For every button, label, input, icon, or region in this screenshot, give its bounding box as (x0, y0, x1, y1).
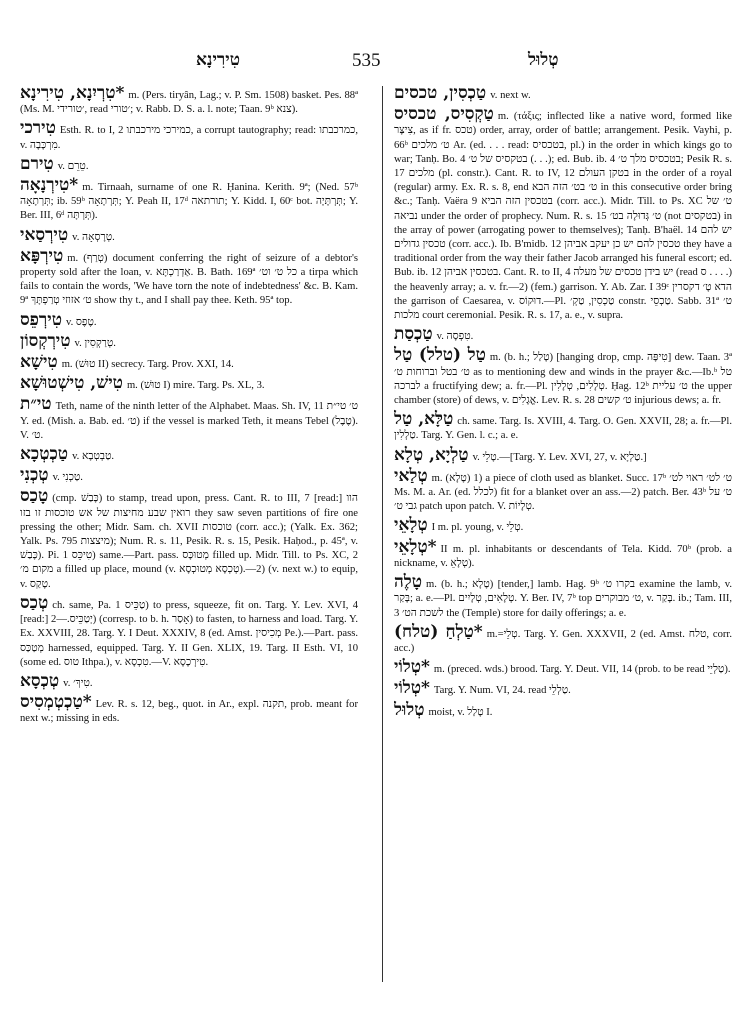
entry-headword: טָכַס (20, 486, 49, 507)
dictionary-entry (20, 592, 358, 670)
entry-definition: II m. pl. inhabitants or descendants of Tela. Kidd. 70ᵇ (prob. a nickname, v. טְלָאֵ). (394, 543, 732, 569)
entry-headword: טְלַאי (394, 465, 428, 486)
entry-definition: m. (טָלָא) 1) a piece of cloth used as blanket. Succ. 17ᵇ ט׳ לט׳ ראוי לט׳ Ms. M. a. Ar. (ed. לכלל) fit for a blanket over an ass.—2) patch. Ber. 43ᵇ ט׳ על גבי ט׳ patch upon patch. V. טְלָיוֹת. (394, 472, 732, 513)
dictionary-entry (394, 678, 732, 699)
dictionary-entry (20, 352, 358, 373)
entry-definition: v. טְרָסְאָה. (72, 231, 115, 243)
dictionary-entry (394, 345, 732, 408)
entry-headword: טַכְסִין, טכסים (394, 86, 487, 103)
entry-definition: Targ. Y. Num. VI, 24. read טַלְלֵי. (433, 685, 571, 697)
entry-headword: טַקְסִיס, טכסיס (394, 104, 494, 125)
dictionary-entry (20, 330, 358, 351)
dictionary-entry (394, 86, 732, 103)
entry-definition: m. (Pers. tiryân, Lag.; v. P. Sm. 1508) basket. Pes. 88ª (Ms. M. ׳טורידי, read ׳טורי; v. Rabb. D. S. a. l. note; Taan. 9ᵇ צנא). (20, 90, 358, 116)
entry-headword: *טְלָאֵי (394, 536, 437, 557)
entry-definition: Lev. R. s. 12, beg., quot. in Ar., expl. תקנה, prob. meant for next w.; missing in eds. (20, 699, 358, 725)
dictionary-entry (20, 373, 358, 394)
entry-headword: טַכְסַת (394, 324, 433, 345)
dictionary-entry (394, 444, 732, 465)
entry-definition: (cmp. כָּבַשׁ) to stamp, tread upon, press. Cant. R. to III, 7 [read:] הוו רואין שבע מחיצות של אש טוכסות זו בזו they saw seven partitions of fire one pressing the other; Midr. Sam. ch. XVII טוכסות (corr. acc.); (Yalk. Ex. 362; Yalk. Ps. 795 מיצצות); Num. R. s. 11, Pesik. R. s. 15, Pesik. Haḥod., p. 45ª, v. כָּבַשׁ). Pi. טִיכֵּס 1) same.—Part. pass. מְטוּכָּס filled up. Midr. Till. to Ps. XC, 2 מקום מ׳ a filled up place, mound (v. טְכְסָא מְטוּכְסָא).—2) (v. next w.) to equip, v. טָקַס. (20, 493, 358, 590)
dictionary-entry (20, 670, 358, 691)
entry-headword: *טִרְיִנָא, טִירִינָא (20, 86, 125, 103)
dictionary-entry (20, 309, 358, 330)
entry-definition: m. (טוּשׁ I) mire. Targ. Ps. XL, 3. (126, 380, 265, 392)
dictionary-entry (20, 175, 358, 224)
entry-definition: moist, v. טָלַל I. (428, 706, 493, 718)
dictionary-entry (394, 515, 732, 536)
entry-definition: m. (τάξις; inflected like a native word, formed like צִיצָּר, as if fr. טכס) order, array, order of battle; arrangement. Pesik. Vayhi, p. 66ᵇ ט׳ מלכים Ar. (ed. . . . read: בטכסיס, pl.) in the order in which kings go to war; Tanḥ. Bo. 4 בטקסיס של ט׳ (. . .); ed. Bub. ib. 4 בטכסיס מלך ט׳; Pesik R. s. 17 מלכים (pl. constr.). Cant. R. to IV, 12 בטקן העולם in the order of a royal (regular) army. Ex. R. s. 8, end ט׳ בט׳ הזה הבא in this consecutive order bring &c.; Tanḥ. Vaëra 9 בטכסין הזה הביא (corr. acc.). Midr. Till. to Ps. XC ט׳ של נביאה under the order of prophecy. Num. R. s. 15 ט׳ גְּדוּלָה בט׳ (not בטקסים) in the array of power (arrogating power to themselves); Tanḥ. B'haël. 14 יש להם טכסין גדולים (corr. acc.). Ib. B'midb. 12 טכסין להם יש כן יעקב אביהן they have a traditional order from the way their father Jacob arranged his funeral escort; ed. Bub. ib. 12 בטכסין אביהן. Cant. R. to II, 4 יש בידן טכסים של מעלה (read ס . . . .) the heavenly array; a. v. fr.—2) (fem.) garrison. Y. Ab. Zar. I 39ᶜ הדא טָ׳ דקסרין the garrison of Caesarea, v. דוּקוֹס.—Pl. טַכְסִין, טַקְ׳ constr. טַכְסֵי. Sabb. 31ª ט׳ מלכות court ceremonial. Pesik. R. s. 17, a. e., v. supra. (394, 111, 732, 322)
entry-headword: טִירְפֵס (20, 309, 62, 330)
dictionary-entry (20, 118, 358, 152)
entry-headword: טִירְפָּא (20, 245, 64, 266)
left-column (20, 86, 358, 988)
entry-definition: m. (preced. wds.) brood. Targ. Y. Deut. VII, 14 (prob. to be read טַלְיֵי). (433, 664, 731, 676)
page-header (0, 50, 750, 74)
entry-headword: *טְלוֹי (394, 657, 430, 678)
dictionary-entry (394, 465, 732, 515)
entry-headword: טִירְסַאי (20, 224, 69, 245)
dictionary-entry (20, 153, 358, 174)
dictionary-entry (20, 486, 358, 591)
entry-headword: טִירכי (20, 118, 56, 139)
dictionary-entry (394, 572, 732, 621)
entry-headword: טִירְקְסוֹן (20, 330, 71, 351)
dictionary-entry (20, 444, 358, 465)
dictionary-entry (20, 224, 358, 245)
entry-headword: טי״ת (20, 394, 52, 415)
entry-definition: m. (טְרַף) document conferring the right of seizure of a debtor's property sold after the loan, v. אַדְרַכְתָּא. B. Bath. 169ª כל ט׳ וט׳ a tirpa which fails to contain the words, 'We have torn the note of indebtedness' &c. B. Kam. 9ª ט׳ אזוזי טְרַפְתָּךְ show thy t., and I shall pay thee. Keth. 95ª top. (20, 252, 358, 307)
entry-definition: v. next w. (490, 90, 531, 101)
entry-definition: v. טָלֵי.—[Targ. Y. Lev. XVI, 27, v. טַלְיָא.] (472, 451, 647, 463)
running-head-right: טְלוּל (528, 50, 559, 70)
entry-headword: טָלֶה (394, 572, 422, 593)
entry-headword: טִירם (20, 153, 54, 174)
entry-headword: טְלָאֵי (394, 515, 428, 536)
column-divider (382, 86, 383, 982)
entry-definition: v. טִפְסָה. (436, 331, 474, 343)
entry-headword: טְכַס (20, 592, 49, 613)
entry-headword: *טַכְטְמְסִיס (20, 692, 92, 713)
dictionary-entry (20, 245, 358, 309)
entry-headword: טַלְיָא, טְלָא (394, 444, 469, 465)
entry-definition: m. (b. h.; טָלָא) [tender,] lamb. Hag. 9ᵇ בקרו ט׳ examine the lamb, v. בָּקַר; a. e.—Pl. טְלָאִים, טְלָיִים. Y. Ber. IV, 7ᵇ top ט׳ מבוקרים, v. בָּקַר. ib.; Tam. III, 3 לשכת הט׳ the (Temple) store for daily offerings; a. e. (394, 579, 732, 619)
entry-definition: ch. same. Targ. Is. XVIII, 4. Targ. O. Gen. XXVII, 28; a. fr.—Pl. טַלְלִין. Targ. Y. Gen. l. c.; a. e. (394, 416, 732, 442)
entry-headword: טִישָׁא (20, 352, 58, 373)
dictionary-entry (394, 409, 732, 443)
entry-headword: טַכְטְכָא (20, 444, 69, 465)
entry-headword: טְכְנִי (20, 465, 49, 486)
entry-definition: m. Tirnaah, surname of one R. Ḥanina. Kerith. 9ª; (Ned. 57ᵇ תְּרְתָאָה; ib. 59ᵇ תְּרְתָאָה; Y. Peah II, 17ᵈ תורתאה; Y. Kidd. I, 60ᶜ bot. תְּרְתָּיָה; Y. Ber. III, 6ᵈ תְּרְתָּה). (20, 182, 358, 222)
entry-definition: I m. pl. young, v. טְלֵי. (431, 522, 524, 534)
page-number: 535 (352, 50, 381, 71)
running-head-left: טִירִינָא (196, 50, 240, 70)
entry-definition: v. טַבְטְבָא. (72, 451, 115, 463)
entry-definition: v. טַכְנִי. (52, 472, 83, 484)
dictionary-entry (20, 692, 358, 726)
dictionary-entry (20, 465, 358, 486)
entry-definition: Teth, name of the ninth letter of the Alphabet. Maas. Sh. IV, 11 ט׳ טי״ת Y. ed. (Mish. a. Bab. ed. ט׳) if the vessel is marked Teth, it means Tebel (טֶבֶל). V. ט׳. (20, 401, 358, 441)
entry-definition: v. טֶפֶס. (66, 316, 97, 328)
dictionary-entry (394, 324, 732, 345)
dictionary-entry (20, 394, 358, 443)
dictionary-entry (394, 536, 732, 571)
entry-definition: v. טְרַקְסִין. (74, 337, 116, 349)
entry-definition: m. (טוּשׁ II) secrecy. Targ. Prov. XXI, 14. (61, 359, 234, 371)
dictionary-entry (394, 621, 732, 656)
dictionary-entry (394, 699, 732, 720)
right-column (394, 86, 732, 988)
entry-definition: v. טֵרֵם. (57, 160, 89, 172)
entry-headword: טְלוּל (394, 699, 425, 720)
entry-headword: *טַלְחַ (טלח) (394, 621, 483, 642)
entry-definition: m.=טְלֵי. Targ. Y. Gen. XXXVII, 2 (ed. Amst. טלח, corr. acc.) (394, 628, 732, 654)
entry-headword: *טְלוֹי (394, 678, 430, 699)
entry-headword: טַלָּא, טַל (394, 409, 454, 430)
dictionary-entry (394, 104, 732, 323)
entry-definition: m. (b. h.; טָלַל) [hanging drop, cmp. טִיפָּה] dew. Taan. 3ª ט׳ בטל וברוחות ט׳ as to mentioning dew and winds in the prayer &c.—Ib.ᵇ טל לברכה a fructifying dew; a. fr.—Pl. טְלָלִים, טְלָלִין. Ḥag. 12ᵇ ט׳ עליית the upper chamber (store) of dews, v. אֱגָלִים. Lev. R. s. 28 ט׳ קשים injurious dews; a. fr. (394, 352, 732, 407)
entry-headword: טְכְסָא (20, 670, 60, 691)
entry-headword: טַל (טלל) טַל (394, 345, 486, 366)
entry-headword: טִישׁ, טִישְׁטוּשָׁא (20, 373, 123, 394)
entry-definition: Esth. R. to I, 2 כמירכי מירכבתו, a corrupt tautography; read: כמרכבתו, v. מִרְכָּבָה. (20, 125, 358, 151)
dictionary-entry (394, 657, 732, 678)
entry-definition: ch. same, Pa. טַכֵּיס 1) to press, squeeze, fit on. Targ. Y. Lev. XVI, 4 [read:] יְטַכֵּיס.—2) (corresp. to b. h. אָסַר) to fasten, to harness and load. Targ. Y. Ex. XXVIII, 28. Targ. Y. I Deut. XXXIV, 8 (ed. Amst. מְכִיסין Pe.).—Part. pass. מְטַכַּס harnessed, equipped. Targ. Y. II Gen. XLIX, 19. Targ. II Esth. VI, 10 (some ed. טוס Ithpa.), v. טִכְסָא.—V. טִירְכָסָא. (20, 599, 358, 668)
entry-definition: v. טִיךְ׳. (63, 677, 93, 689)
dictionary-entry (20, 86, 358, 117)
entry-headword: *טִירְנָאָה (20, 175, 79, 196)
